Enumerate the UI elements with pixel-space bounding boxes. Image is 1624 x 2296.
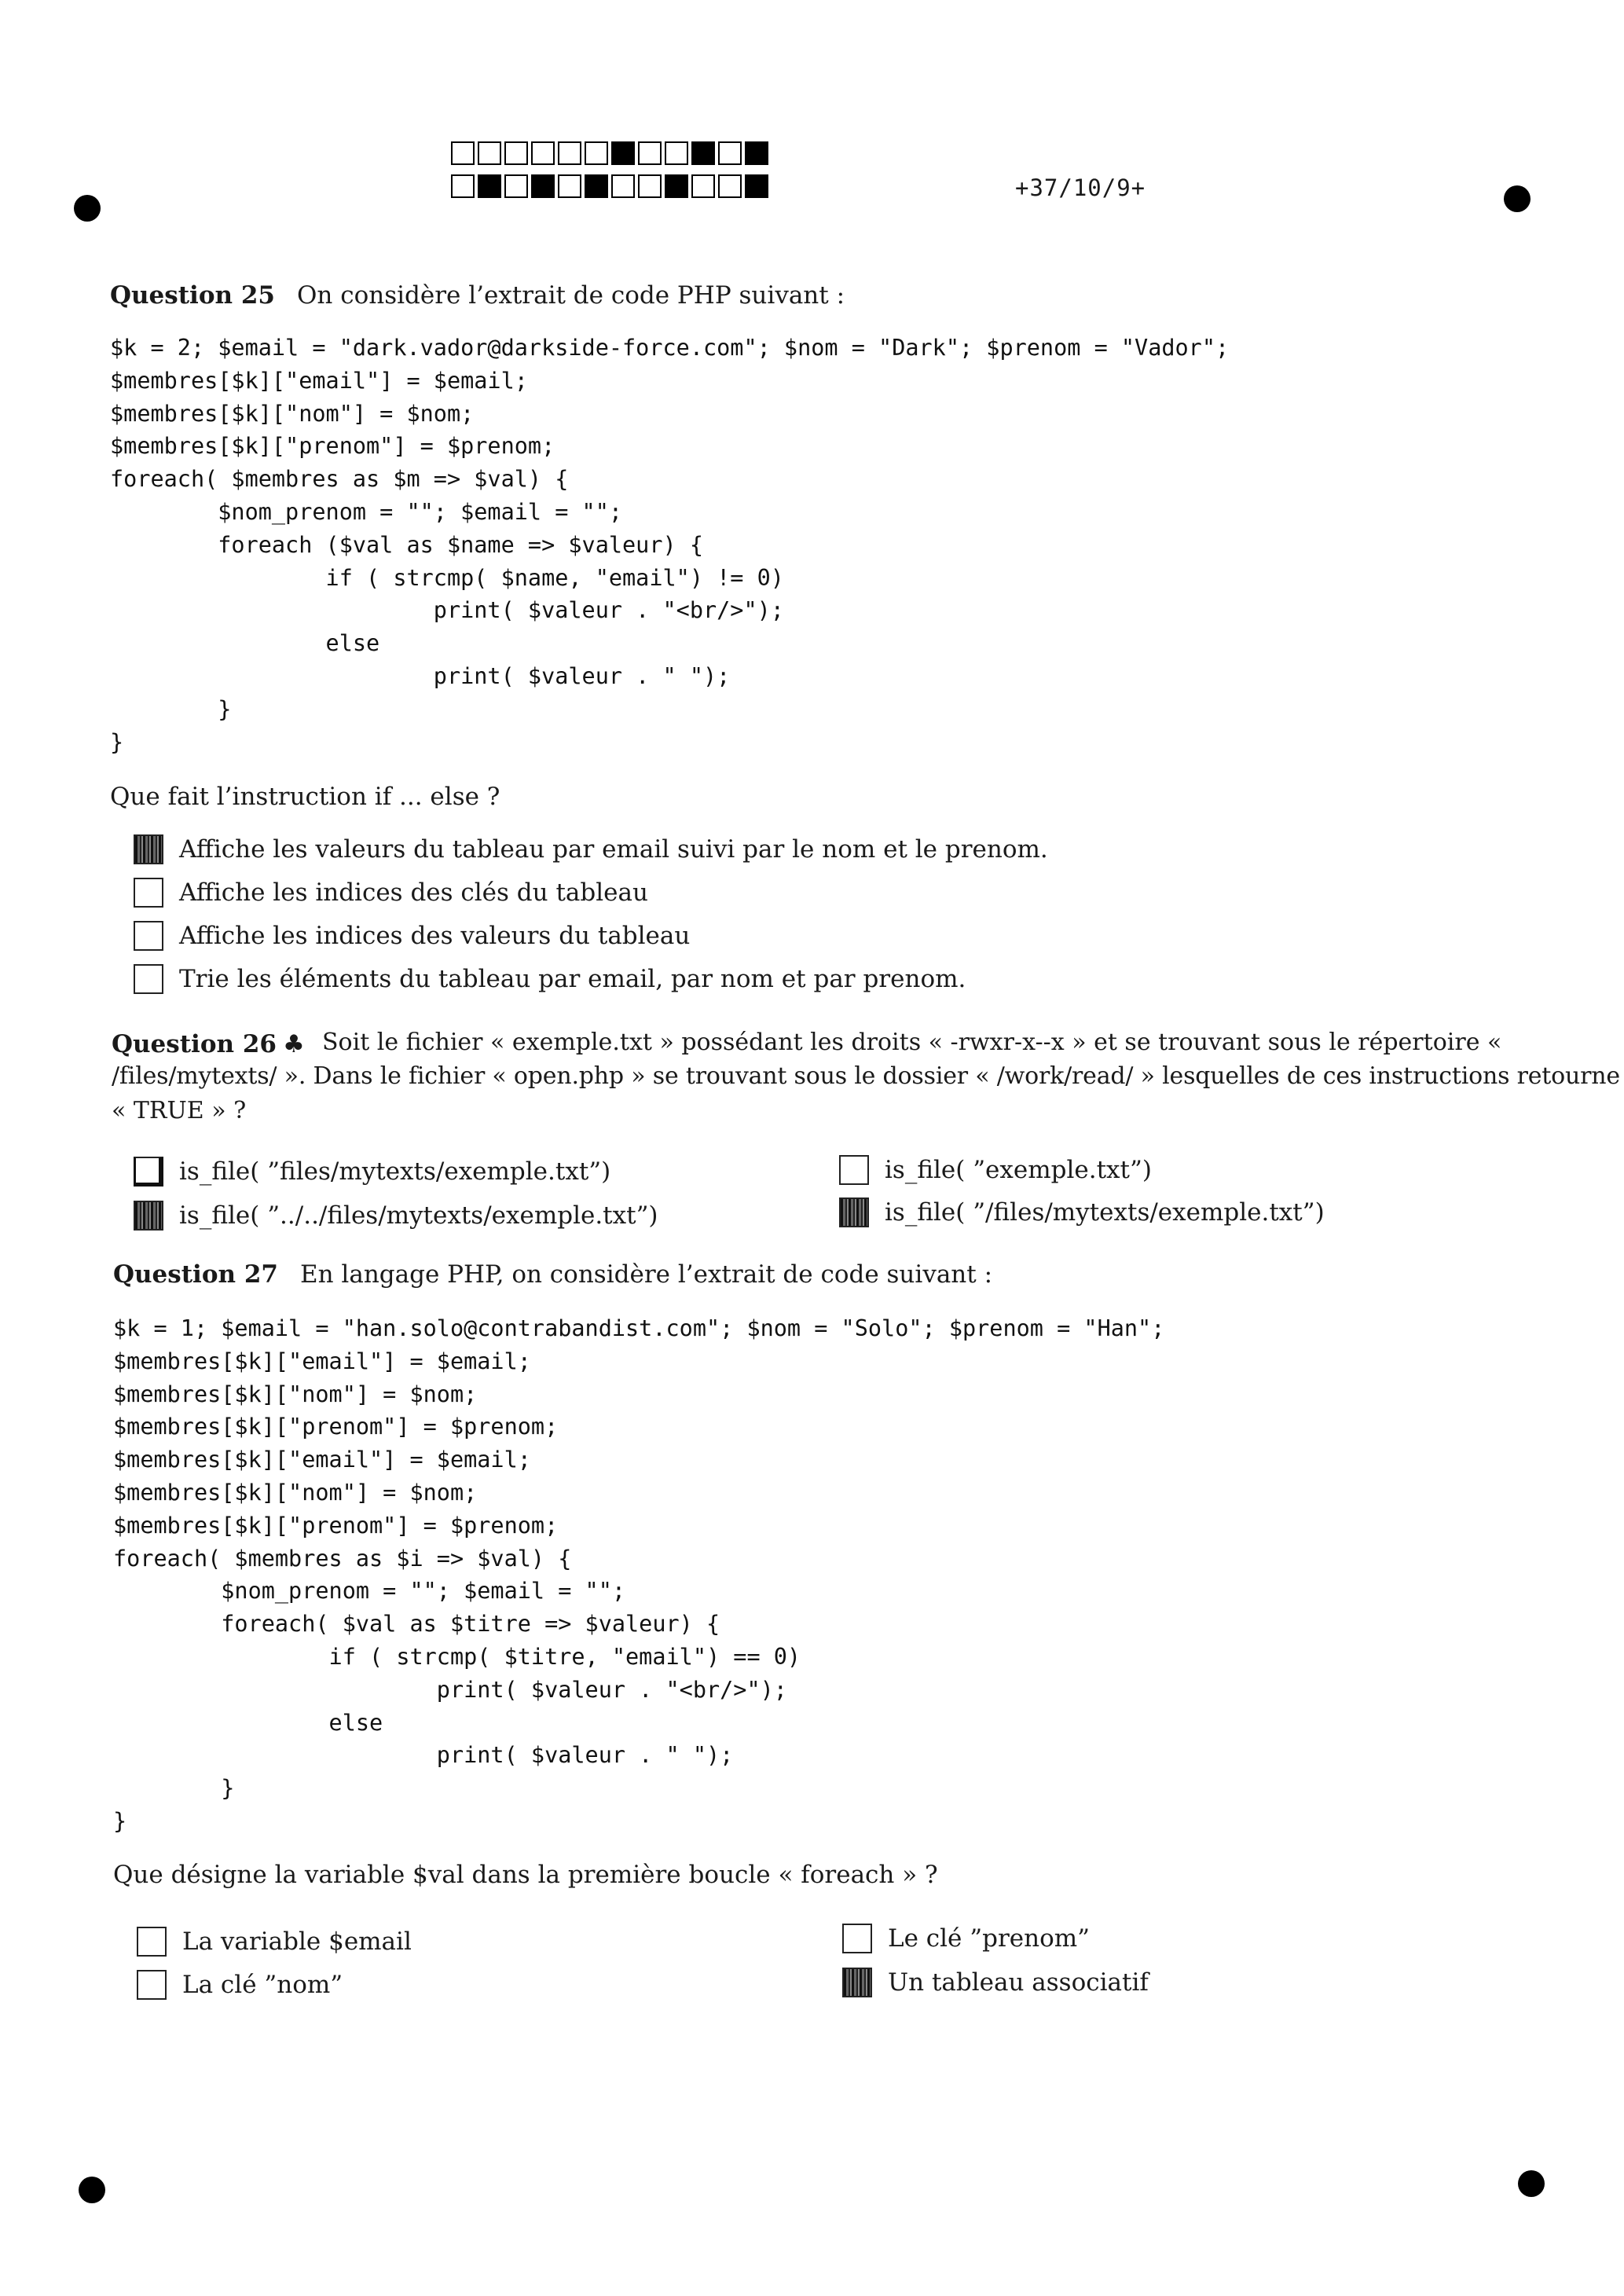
question-number: Question 26 (112, 1030, 277, 1058)
checkbox[interactable] (839, 1155, 869, 1185)
question-26-header (112, 1030, 325, 1058)
q25-option-1[interactable] (134, 834, 1048, 864)
option-label: Affiche les indices des clés du tableau (179, 878, 648, 907)
exam-id: +37/10/9+ (1015, 174, 1146, 201)
barcode-bottom-row (451, 174, 772, 198)
option-label: Trie les éléments du tableau par email, par nom et par prenom. (179, 965, 966, 993)
question-25-prompt: Que fait l’instruction if ... else ? (110, 783, 500, 811)
checkbox[interactable] (842, 1968, 872, 1997)
question-26-text-line-1: Soit le fichier « exemple.txt » possédant les droits « -rwxr-x--x » et se trouvant sous le répertoire « (322, 1029, 1502, 1056)
checkbox[interactable] (137, 1970, 167, 2000)
barcode-cell (665, 141, 688, 165)
barcode-cell (478, 141, 501, 165)
question-intro: En langage PHP, on considère l’extrait de code suivant : (299, 1260, 993, 1289)
barcode-cell (745, 174, 768, 198)
question-26-text-line-2: /files/mytexts/ ». Dans le fichier « open.php » se trouvant sous le dossier « /work/read/ » lesquelles de ces instructions retourne (112, 1062, 1620, 1090)
barcode-cell (451, 174, 475, 198)
registration-mark-bottom-right (1518, 2170, 1545, 2197)
barcode-cell (531, 141, 555, 165)
q27-option-1[interactable] (137, 1927, 412, 1957)
checkbox[interactable] (134, 1157, 163, 1187)
q25-option-4[interactable] (134, 964, 966, 994)
barcode-cell (638, 141, 662, 165)
checkbox[interactable] (839, 1198, 869, 1227)
barcode-cell (611, 174, 635, 198)
option-label: Affiche les valeurs du tableau par email suivi par le nom et le prenom. (179, 835, 1048, 864)
barcode-cell (691, 141, 715, 165)
q27-option-3[interactable] (137, 1970, 343, 2000)
q26-option-1[interactable] (134, 1157, 610, 1187)
option-label: La variable $email (182, 1927, 412, 1956)
option-label: La clé ”nom” (182, 1971, 343, 1999)
question-number: Question 25 (110, 281, 275, 310)
barcode-cell (665, 174, 688, 198)
barcode-cell (451, 141, 475, 165)
registration-mark-bottom-left (79, 2177, 105, 2203)
question-27-header (113, 1260, 992, 1289)
question-25-header (110, 281, 845, 310)
question-intro: On considère l’extrait de code PHP suivant : (296, 281, 845, 310)
registration-mark-top-right (1504, 185, 1531, 212)
checkbox[interactable] (842, 1924, 872, 1953)
option-label: Affiche les indices des valeurs du tableau (179, 922, 691, 950)
barcode-cell (504, 174, 528, 198)
checkbox[interactable] (137, 1927, 167, 1957)
club-icon: ♣ (282, 1030, 305, 1058)
barcode-cell (585, 141, 608, 165)
checkbox[interactable] (134, 834, 163, 864)
registration-mark-top-left (74, 195, 101, 222)
option-label: is_file( ”files/mytexts/exemple.txt”) (179, 1157, 611, 1186)
question-26-text-line-3: « TRUE » ? (112, 1097, 247, 1124)
checkbox[interactable] (134, 878, 163, 908)
q27-option-2[interactable] (842, 1924, 1090, 1953)
barcode-cell (718, 174, 742, 198)
barcode-cell (585, 174, 608, 198)
option-label: is_file( ”/files/mytexts/exemple.txt”) (885, 1198, 1325, 1227)
barcode-cell (718, 141, 742, 165)
checkbox[interactable] (134, 1201, 163, 1231)
php-code-block-q27: $k = 1; $email = "han.solo@contrabandist.com"; $nom = "Solo"; $prenom = "Han"; $membres[$k]["email"] = $email; $membres[$k]["nom"] = $nom; $membres[$k]["prenom"] = $prenom; $membres[$k]["email"] = $email; $membres[$k]["nom"] = $nom; $membres[$k]["prenom"] = $prenom; foreach( $membres as $i => $val) { $nom_prenom = ""; $email = ""; foreach( $val as $titre => $valeur) { if ( strcmp( $titre, "email") == 0) print( $valeur . "<br/>"); else print( $valeur . " "); } } (113, 1315, 1165, 1834)
option-label: is_file( ”../../files/mytexts/exemple.txt”) (179, 1201, 658, 1230)
barcode-cell (638, 174, 662, 198)
php-code-block-q25: $k = 2; $email = "dark.vador@darkside-force.com"; $nom = "Dark"; $prenom = "Vador"; $membres[$k]["email"] = $email; $membres[$k]["nom"] = $nom; $membres[$k]["prenom"] = $prenom; foreach( $membres as $m => $val) { $nom_prenom = ""; $email = ""; foreach ($val as $name => $valeur) { if ( strcmp( $name, "email") != 0) print( $valeur . "<br/>"); else print( $valeur . " "); } } (110, 335, 1230, 755)
q26-option-4[interactable] (839, 1198, 1325, 1227)
option-label: is_file( ”exemple.txt”) (885, 1156, 1152, 1184)
barcode-top-row (451, 141, 772, 165)
checkbox[interactable] (134, 921, 163, 951)
barcode-cell (531, 174, 555, 198)
barcode-cell (504, 141, 528, 165)
q26-option-3[interactable] (134, 1201, 658, 1231)
question-number: Question 27 (113, 1260, 278, 1289)
barcode-cell (691, 174, 715, 198)
barcode-cell (478, 174, 501, 198)
q26-option-2[interactable] (839, 1155, 1152, 1185)
barcode-cell (745, 141, 768, 165)
option-label: Un tableau associatif (888, 1968, 1149, 1997)
option-label: Le clé ”prenom” (888, 1924, 1090, 1953)
q25-option-2[interactable] (134, 878, 648, 908)
checkbox[interactable] (134, 964, 163, 994)
barcode-cell (558, 141, 581, 165)
barcode-cell (558, 174, 581, 198)
q25-option-3[interactable] (134, 921, 690, 951)
barcode-cell (611, 141, 635, 165)
question-27-prompt: Que désigne la variable $val dans la première boucle « foreach » ? (113, 1861, 938, 1889)
q27-option-4[interactable] (842, 1968, 1149, 1997)
